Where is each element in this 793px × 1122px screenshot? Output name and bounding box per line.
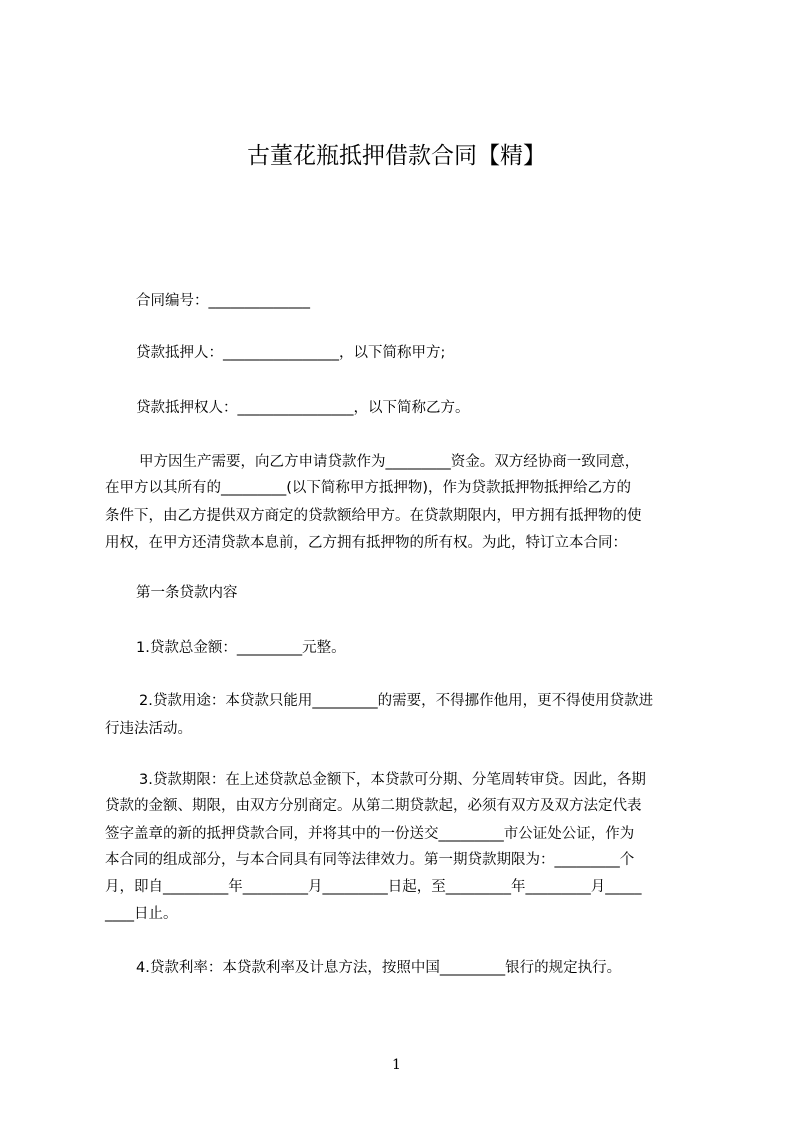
contract-number-line: 合同编号：______________ xyxy=(136,293,310,309)
item-3-line: 3.贷款期限：在上述贷款总金额下，本贷款可分期、分笔周转审贷。因此，各期 xyxy=(139,772,646,788)
mortgagee-line: 贷款抵押权人：________________，以下简称乙方。 xyxy=(136,400,470,416)
item-3-line: ____日止。 xyxy=(105,906,178,922)
intro-line: 甲方因生产需要，向乙方申请贷款作为_________资金。双方经协商一致同意， xyxy=(139,454,640,470)
item-2-line: 2.贷款用途：本贷款只能用_________的需要，不得挪作他用，更不得使用贷款进 xyxy=(139,693,654,709)
mortgagor-line: 贷款抵押人：________________，以下简称甲方; xyxy=(136,345,446,361)
item-3-line: 月，即自_________年_________月_________日起，至_________年_________月_____ xyxy=(105,879,642,895)
item-4-interest-rate: 4.贷款利率：本贷款利率及计息方法，按照中国_________银行的规定执行。 xyxy=(136,960,622,976)
intro-line: 用权，在甲方还清贷款本息前，乙方拥有抵押物的所有权。为此，特订立本合同： xyxy=(105,535,627,551)
item-3-line: 本合同的组成部分，与本合同具有同等法律效力。第一期贷款期限为：_________个 xyxy=(105,852,635,868)
intro-line: 在甲方以其所有的_________(以下简称甲方抵押物)，作为贷款抵押物抵押给乙方的 xyxy=(105,480,632,496)
item-3-line: 签字盖章的新的抵押贷款合同，并将其中的一份送交_________市公证处公证，作为 xyxy=(105,826,635,842)
document-title: 古董花瓶抵押借款合同【精】 xyxy=(247,143,546,169)
intro-line: 条件下，由乙方提供双方商定的贷款额给甲方。在贷款期限内，甲方拥有抵押物的使 xyxy=(105,508,642,524)
item-3-line: 贷款的金额、期限，由双方分别商定。从第二期贷款起，必须有双方及双方法定代表 xyxy=(105,798,642,814)
item-2-line: 行违法活动。 xyxy=(105,721,192,737)
page-number: 1 xyxy=(392,1057,401,1073)
article-1-heading: 第一条贷款内容 xyxy=(136,585,238,601)
item-1-loan-amount: 1.贷款总金额：_________元整。 xyxy=(136,640,346,656)
